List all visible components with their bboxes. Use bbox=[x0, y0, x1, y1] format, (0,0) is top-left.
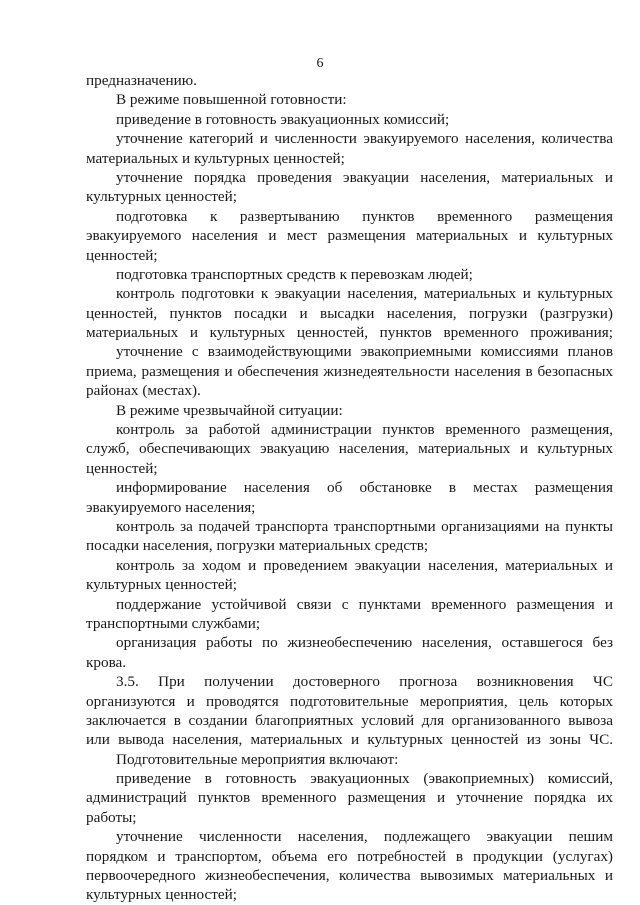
text-line: контроль за ходом и проведением эвакуации населения, материальных и bbox=[116, 556, 613, 574]
text-line: транспортными службами; bbox=[86, 614, 261, 632]
text-line: приведение в готовность эвакуационных комиссий; bbox=[116, 110, 450, 128]
text-line: работы; bbox=[86, 808, 137, 826]
text-line: организуются и проводятся подготовительные мероприятия, цель которых bbox=[86, 692, 613, 710]
text-line: посадки населения, погрузки материальных средств; bbox=[86, 537, 429, 555]
text-line: В режиме повышенной готовности: bbox=[116, 91, 347, 109]
text-line: организация работы по жизнеобеспечению населения, оставшегося без bbox=[116, 634, 613, 652]
text-line: администраций пунктов временного размещения и уточнение порядка их bbox=[86, 789, 613, 807]
text-line: уточнение с взаимодействующими эвакоприемными комиссиями планов bbox=[116, 343, 613, 361]
text-line: уточнение численности населения, подлежащего эвакуации пешим bbox=[116, 828, 613, 846]
text-line: эвакуируемого населения; bbox=[86, 498, 256, 516]
text-line: ценностей; bbox=[86, 246, 158, 264]
text-line: культурных ценностей; bbox=[86, 188, 237, 206]
page-number: 6 bbox=[316, 56, 324, 71]
text-line: предназначению. bbox=[86, 72, 197, 89]
text-line: информирование населения об обстановке в местах размещения bbox=[116, 479, 613, 497]
text-line: уточнение категорий и численности эвакуируемого населения, количества bbox=[116, 130, 613, 148]
text-line: В режиме чрезвычайной ситуации: bbox=[116, 401, 343, 419]
text-line: порядком и транспортом, объема его потребностей в продукции (услугах) bbox=[86, 847, 613, 865]
text-line: уточнение порядка проведения эвакуации населения, материальных и bbox=[116, 168, 613, 186]
text-line: материальных и культурных ценностей, пунктов временного проживания; bbox=[86, 324, 613, 342]
text-line: приведение в готовность эвакуационных (эвакоприемных) комиссий, bbox=[116, 770, 613, 788]
text-line: культурных ценностей; bbox=[86, 576, 237, 594]
text-line: районах (местах). bbox=[86, 382, 201, 400]
text-line: поддержание устойчивой связи с пунктами временного размещения и bbox=[116, 595, 613, 613]
text-line: контроль за работой администрации пунктов временного размещения, bbox=[116, 421, 613, 439]
text-line: подготовка к развертыванию пунктов временного размещения bbox=[116, 207, 613, 225]
text-line: или вывода населения, материальных и культурных ценностей из зоны ЧС. bbox=[86, 731, 613, 749]
text-line: эвакуируемого населения и мест размещения материальных и культурных bbox=[86, 227, 613, 245]
text-line: ценностей; bbox=[86, 459, 158, 477]
text-line: культурных ценностей; bbox=[86, 886, 237, 904]
text-line: заключается в создании благоприятных условий для организованного вывоза bbox=[86, 711, 613, 729]
text-line: подготовка транспортных средств к перевозкам людей; bbox=[116, 265, 473, 283]
text-line: первоочередного жизнеобеспечения, количества вывозимых материальных и bbox=[86, 867, 613, 885]
text-line: контроль подготовки к эвакуации населения, материальных и культурных bbox=[116, 285, 613, 303]
text-line: Подготовительные мероприятия включают: bbox=[116, 750, 399, 768]
text-line: ценностей, пунктов посадки и высадки населения, погрузки (разгрузки) bbox=[86, 304, 613, 322]
text-line: крова. bbox=[86, 653, 127, 671]
text-line: 3.5. При получении достоверного прогноза возникновения ЧС bbox=[116, 673, 613, 691]
text-line: материальных и культурных ценностей; bbox=[86, 149, 345, 167]
text-line: приема, размещения и обеспечения жизнедеятельности населения в безопасных bbox=[86, 362, 613, 380]
text-line: служб, обеспечивающих эвакуацию населения, материальных и культурных bbox=[86, 440, 613, 458]
document-body bbox=[86, 71, 613, 905]
text-line: контроль за подачей транспорта транспортными организациями на пункты bbox=[116, 517, 613, 535]
